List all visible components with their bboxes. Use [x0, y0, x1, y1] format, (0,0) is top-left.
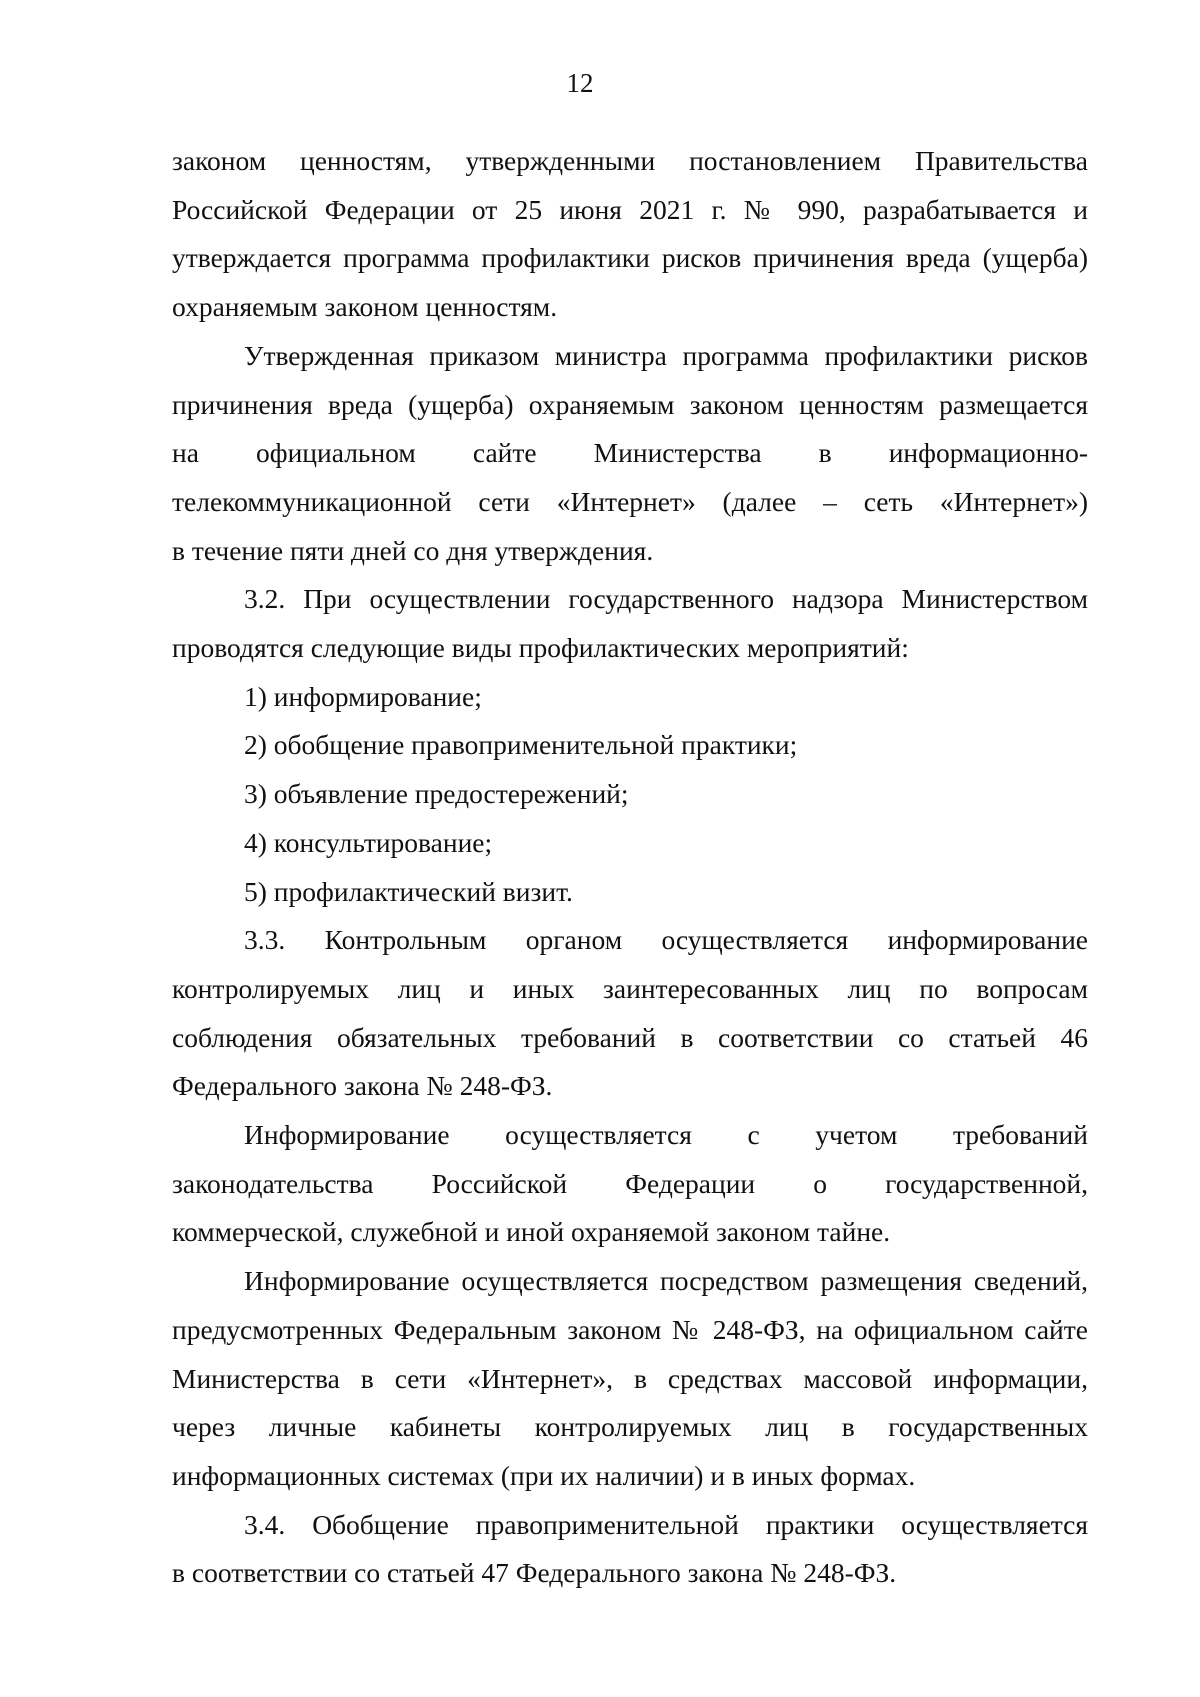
paragraph-3-4 [172, 1501, 1088, 1598]
list-item: 4) консультирование; [244, 826, 493, 858]
text-line: Министерства в сети «Интернет», в средствах массовой информации, [172, 1362, 1088, 1394]
document-body [172, 137, 1088, 1598]
text-line: Российской Федерации от 25 июня 2021 г. № 990, разрабатывается и [172, 193, 1088, 225]
text-line: Информирование осуществляется с учетом требований [244, 1119, 1088, 1151]
text-line: в течение пяти дней со дня утверждения. [172, 534, 654, 566]
text-line: коммерческой, служебной и иной охраняемой законом тайне. [172, 1216, 891, 1248]
text-line: контролируемых лиц и иных заинтересованных лиц по вопросам [172, 972, 1088, 1004]
list-item: 2) обобщение правоприменительной практики; [244, 729, 798, 761]
text-line: информационных системах (при их наличии) и в иных формах. [172, 1459, 916, 1491]
text-line: 3.2. При осуществлении государственного надзора Министерством [244, 583, 1088, 615]
paragraph-3-3 [172, 916, 1088, 1111]
text-line: утверждается программа профилактики рисков причинения вреда (ущерба) [172, 242, 1088, 274]
text-line: Утвержденная приказом министра программа профилактики рисков [244, 339, 1088, 371]
text-line: проводятся следующие виды профилактических мероприятий: [172, 632, 909, 664]
paragraph-program-publication [172, 332, 1088, 576]
text-line: предусмотренных Федеральным законом № 248-ФЗ, на официальном сайте [172, 1313, 1088, 1345]
paragraph-3-2 [172, 575, 1088, 672]
text-line: законодательства Российской Федерации о государственной, [172, 1167, 1088, 1199]
text-line: Информирование осуществляется посредством размещения сведений, [244, 1265, 1088, 1297]
text-line: телекоммуникационной сети «Интернет» (далее – сеть «Интернет») [172, 485, 1088, 517]
paragraph-continuation [172, 137, 1088, 332]
text-line: охраняемым законом ценностям. [172, 291, 558, 323]
page-number: 12 [566, 68, 594, 98]
text-line: в соответствии со статьей 47 Федерального закона № 248-ФЗ. [172, 1557, 897, 1589]
text-line: через личные кабинеты контролируемых лиц в государственных [172, 1411, 1088, 1443]
text-line: причинения вреда (ущерба) охраняемым законом ценностям размещается [172, 388, 1088, 420]
text-line: на официальном сайте Министерства в информационно- [172, 437, 1088, 469]
text-line: соблюдения обязательных требований в соответствии со статьей 46 [172, 1021, 1088, 1053]
list-item: 5) профилактический визит. [244, 875, 573, 907]
paragraph-informing-secrecy [172, 1111, 1088, 1257]
text-line: 3.3. Контрольным органом осуществляется информирование [244, 924, 1088, 956]
text-line: 3.4. Обобщение правоприменительной практики осуществляется [244, 1508, 1088, 1540]
paragraph-informing-channels [172, 1257, 1088, 1501]
text-line: законом ценностям, утвержденными постановлением Правительства [172, 145, 1088, 176]
prevention-measures-list [172, 673, 1088, 917]
list-item: 3) объявление предостережений; [244, 778, 629, 810]
text-line: Федерального закона № 248-ФЗ. [172, 1070, 553, 1102]
list-item: 1) информирование; [244, 680, 482, 712]
